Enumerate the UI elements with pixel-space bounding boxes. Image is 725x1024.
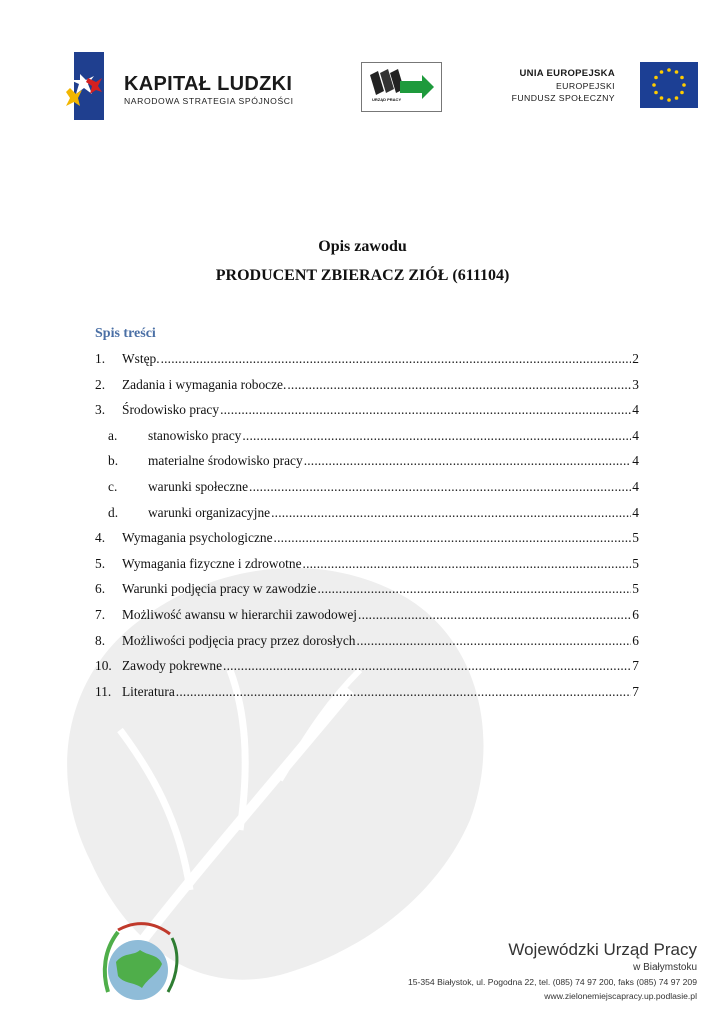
toc-item[interactable] bbox=[95, 653, 639, 679]
toc-leader-dots bbox=[358, 602, 631, 628]
toc-leader-dots bbox=[161, 346, 632, 372]
toc-item-number: 11. bbox=[95, 683, 112, 699]
toc-item-page: 4 bbox=[632, 478, 639, 494]
toc-leader-dots bbox=[274, 525, 632, 551]
toc-item-number: 3. bbox=[95, 402, 106, 418]
toc-item-label: Wstęp. bbox=[122, 351, 160, 366]
toc-item-page: 4 bbox=[632, 427, 639, 443]
toc-item[interactable] bbox=[95, 448, 639, 474]
toc-item-page: 3 bbox=[632, 376, 639, 392]
toc-item[interactable] bbox=[95, 576, 639, 602]
toc-item-page: 4 bbox=[632, 453, 639, 469]
toc-item-number: 2. bbox=[95, 376, 106, 392]
urzad-pracy-arrow-icon bbox=[362, 63, 441, 111]
eu-text-block bbox=[512, 68, 615, 103]
toc-leader-dots bbox=[249, 474, 631, 500]
toc-leader-dots bbox=[317, 576, 631, 602]
office-city: w Białymstoku bbox=[633, 962, 697, 973]
kapital-ludzki-title: KAPITAŁ LUDZKI bbox=[124, 73, 293, 95]
toc-item-label: Środowisko pracy bbox=[122, 402, 220, 418]
toc-item[interactable] bbox=[95, 372, 639, 398]
eu-line-3: FUNDUSZ SPOŁECZNY bbox=[511, 93, 615, 103]
toc-leader-dots bbox=[303, 551, 632, 577]
toc-item[interactable] bbox=[95, 602, 639, 628]
toc-item-number: 8. bbox=[95, 632, 106, 648]
urzad-pracy-logo bbox=[361, 62, 442, 112]
toc-item-label: stanowisko pracy bbox=[148, 427, 242, 443]
toc-item-label: Zadania i wymagania robocze. bbox=[122, 376, 287, 392]
toc-item[interactable] bbox=[95, 346, 639, 372]
eu-star bbox=[675, 96, 679, 100]
toc-item[interactable] bbox=[95, 500, 639, 526]
toc-item[interactable] bbox=[95, 551, 639, 577]
toc-item-label: warunki organizacyjne bbox=[148, 504, 271, 520]
toc-item[interactable] bbox=[95, 679, 639, 705]
toc-leader-dots bbox=[242, 423, 631, 449]
toc-item-page: 4 bbox=[632, 504, 639, 520]
toc-item-label: Wymagania fizyczne i zdrowotne bbox=[122, 555, 302, 571]
toc-item[interactable] bbox=[95, 474, 639, 500]
partnerstwo-logo bbox=[88, 912, 188, 1012]
toc-item-page: 5 bbox=[632, 555, 639, 571]
eu-star bbox=[660, 70, 664, 74]
toc-item-number: a. bbox=[108, 427, 118, 443]
toc-leader-dots bbox=[304, 448, 632, 474]
toc-item-page: 7 bbox=[632, 658, 639, 674]
eu-line-1: UNIA EUROPEJSKA bbox=[519, 68, 615, 79]
toc-item-label: materialne środowisko pracy bbox=[148, 453, 303, 469]
toc-item-page: 4 bbox=[632, 402, 639, 418]
toc-item[interactable] bbox=[95, 397, 639, 423]
eu-star bbox=[680, 91, 684, 95]
toc-item-label: warunki społeczne bbox=[148, 478, 249, 494]
toc-item-number: 1. bbox=[95, 351, 106, 366]
eu-star bbox=[667, 98, 671, 102]
eu-star bbox=[675, 70, 679, 74]
eu-line-2: EUROPEJSKI bbox=[555, 81, 615, 91]
document-title: Opis zawodu bbox=[318, 238, 407, 255]
eu-star bbox=[660, 96, 664, 100]
toc-item-page: 5 bbox=[632, 581, 639, 597]
toc-item-number: 5. bbox=[95, 555, 106, 571]
toc-leader-dots bbox=[271, 500, 631, 526]
toc-item-page: 6 bbox=[632, 606, 639, 622]
toc-item[interactable] bbox=[95, 525, 639, 551]
toc-item[interactable] bbox=[95, 628, 639, 654]
eu-star bbox=[652, 83, 656, 87]
toc-item-number: b. bbox=[108, 453, 119, 469]
kapital-ludzki-subtitle: NARODOWA STRATEGIA SPÓJNOŚCI bbox=[124, 96, 294, 106]
toc-item-number: 4. bbox=[95, 530, 106, 546]
toc-item-page: 6 bbox=[632, 632, 639, 648]
eu-star bbox=[654, 91, 658, 95]
toc-item-page: 7 bbox=[632, 683, 639, 699]
toc-item-label: Warunki podjęcia pracy w zawodzie bbox=[122, 581, 317, 597]
toc-item-label: Możliwości podjęcia pracy przez dorosłych bbox=[122, 632, 356, 648]
toc-item-number: c. bbox=[108, 478, 118, 494]
eu-star bbox=[667, 68, 671, 72]
office-address: 15-354 Białystok, ul. Pogodna 22, tel. (085) 74 97 200, faks (085) 74 97 209 bbox=[407, 977, 697, 987]
eu-star bbox=[654, 76, 658, 80]
kapital-ludzki-logo bbox=[66, 50, 116, 122]
toc-item-label: Literatura bbox=[122, 683, 175, 699]
toc-leader-dots bbox=[220, 397, 631, 423]
toc-item-number: 6. bbox=[95, 581, 106, 597]
toc-leader-dots bbox=[357, 628, 632, 654]
document-subtitle: PRODUCENT ZBIERACZ ZIÓŁ (611104) bbox=[215, 267, 510, 284]
toc-item-page: 2 bbox=[632, 351, 639, 366]
toc-item[interactable] bbox=[95, 423, 639, 449]
toc-item-number: 10. bbox=[95, 658, 112, 674]
toc-item-label: Zawody pokrewne bbox=[122, 658, 223, 674]
toc-item-label: Wymagania psychologiczne bbox=[122, 530, 273, 546]
eu-star bbox=[680, 76, 684, 80]
toc-item-number: d. bbox=[108, 504, 119, 520]
office-name: Wojewódzki Urząd Pracy bbox=[508, 940, 697, 959]
toc-leader-dots bbox=[223, 653, 631, 679]
toc-heading: Spis treści bbox=[95, 326, 156, 341]
toc-item-page: 5 bbox=[632, 530, 639, 546]
table-of-contents bbox=[95, 346, 639, 704]
toc-item-label: Możliwość awansu w hierarchii zawodowej bbox=[122, 606, 358, 622]
eu-flag-icon bbox=[640, 62, 698, 108]
toc-item-number: 7. bbox=[95, 606, 106, 622]
urzad-pracy-label: URZĄD PRACY bbox=[372, 97, 402, 102]
eu-star bbox=[682, 83, 686, 87]
toc-leader-dots bbox=[287, 372, 631, 398]
office-url[interactable]: www.zielonemiejscapracy.up.podlasie.pl bbox=[544, 991, 697, 1001]
toc-leader-dots bbox=[176, 679, 632, 705]
